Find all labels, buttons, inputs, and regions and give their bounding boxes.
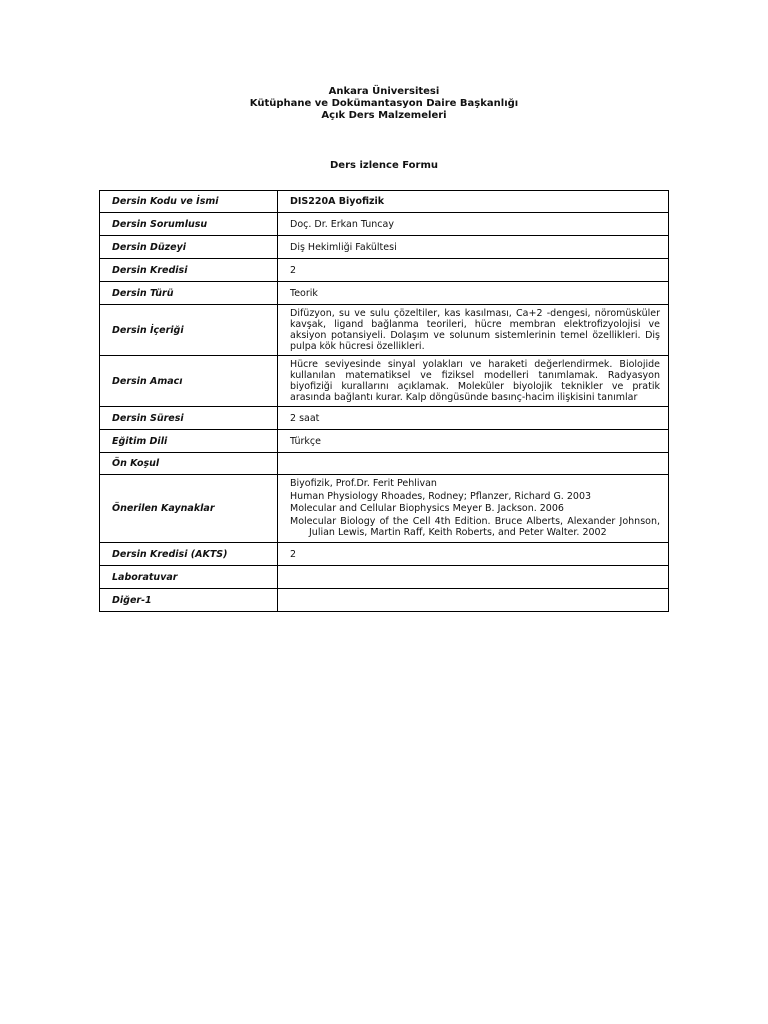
- references-cell: [278, 475, 669, 543]
- row-value: Difüzyon, su ve sulu çözeltiler, kas kasılması, Ca+2 -dengesi, nöromüsküler kavşak, ligand bağlanma teorileri, hücre membran elektrofizyolojisi ve aksiyon potansiyeli. Dolaşım ve solunum sistemlerinin temel özellikleri. Diş pulpa kök hücresi özellikleri.: [278, 305, 669, 356]
- row-value: [278, 566, 669, 589]
- table-row: [100, 236, 669, 259]
- department-name: Kütüphane ve Dokümantasyon Daire Başkanlığı: [249, 98, 519, 109]
- row-label: Dersin Türü: [100, 282, 278, 305]
- row-label: Önerilen Kaynaklar: [100, 475, 278, 543]
- table-row: [100, 430, 669, 453]
- table-row: [100, 259, 669, 282]
- row-value: 2: [278, 543, 669, 566]
- table-row: [100, 282, 669, 305]
- row-value: [278, 453, 669, 475]
- row-label: Dersin Süresi: [100, 407, 278, 430]
- reference-item: Molecular and Cellular Biophysics Meyer B. Jackson. 2006: [290, 503, 564, 514]
- table-row: [100, 453, 669, 475]
- syllabus-table: [99, 190, 669, 612]
- row-value: Teorik: [278, 282, 669, 305]
- row-label: Dersin Sorumlusu: [100, 213, 278, 236]
- row-value: 2: [278, 259, 669, 282]
- row-value: [278, 589, 669, 612]
- table-row: [100, 213, 669, 236]
- row-label: Dersin Kodu ve İsmi: [100, 191, 278, 213]
- row-value: Doç. Dr. Erkan Tuncay: [278, 213, 669, 236]
- row-label: Dersin İçeriği: [100, 305, 278, 356]
- row-value: Diş Hekimliği Fakültesi: [278, 236, 669, 259]
- reference-item: Human Physiology Rhoades, Rodney; Pflanzer, Richard G. 2003: [290, 490, 592, 502]
- table-row: [100, 589, 669, 612]
- row-label: Eğitim Dili: [100, 430, 278, 453]
- table-row: [100, 543, 669, 566]
- row-value: Hücre seviyesinde sinyal yolakları ve haraketi değerlendirmek. Biolojide kullanılan matematiksel ve fiziksel modelleri tanımlamak. Radyasyon biyofiziği kurallarını açıklamak. Moleküler biyolojik teknikler ve pratik arasında bağlantı kurar. Kalp döngüsünde basınç-hacim ilişkisini tanımlar: [278, 356, 669, 407]
- reference-item: Biyofizik, Prof.Dr. Ferit Pehlivan: [290, 478, 437, 489]
- table-row: [100, 356, 669, 407]
- table-row: [100, 305, 669, 356]
- reference-item: Molecular Biology of the Cell 4th Edition. Bruce Alberts, Alexander Johnson, Julian Lewis, Martin Raff, Keith Roberts, and Peter Walter. 2002: [290, 515, 660, 538]
- row-label: Dersin Amacı: [100, 356, 278, 407]
- document-header: [0, 86, 768, 122]
- table-row: [100, 566, 669, 589]
- header-subtitle: Açık Ders Malzemeleri: [321, 110, 447, 121]
- form-title: Ders izlence Formu: [330, 160, 438, 171]
- table-row: [100, 475, 669, 543]
- table-row: [100, 407, 669, 430]
- row-value: DIS220A Biyofizik: [278, 191, 669, 213]
- row-label: Dersin Kredisi: [100, 259, 278, 282]
- university-name: Ankara Üniversitesi: [328, 86, 440, 97]
- table-row: [100, 191, 669, 213]
- row-value: Türkçe: [278, 430, 669, 453]
- row-label: Dersin Kredisi (AKTS): [100, 543, 278, 566]
- row-label: Dersin Düzeyi: [100, 236, 278, 259]
- row-label: Ön Koşul: [100, 453, 278, 475]
- row-label: Laboratuvar: [100, 566, 278, 589]
- row-value: 2 saat: [278, 407, 669, 430]
- row-label: Diğer-1: [100, 589, 278, 612]
